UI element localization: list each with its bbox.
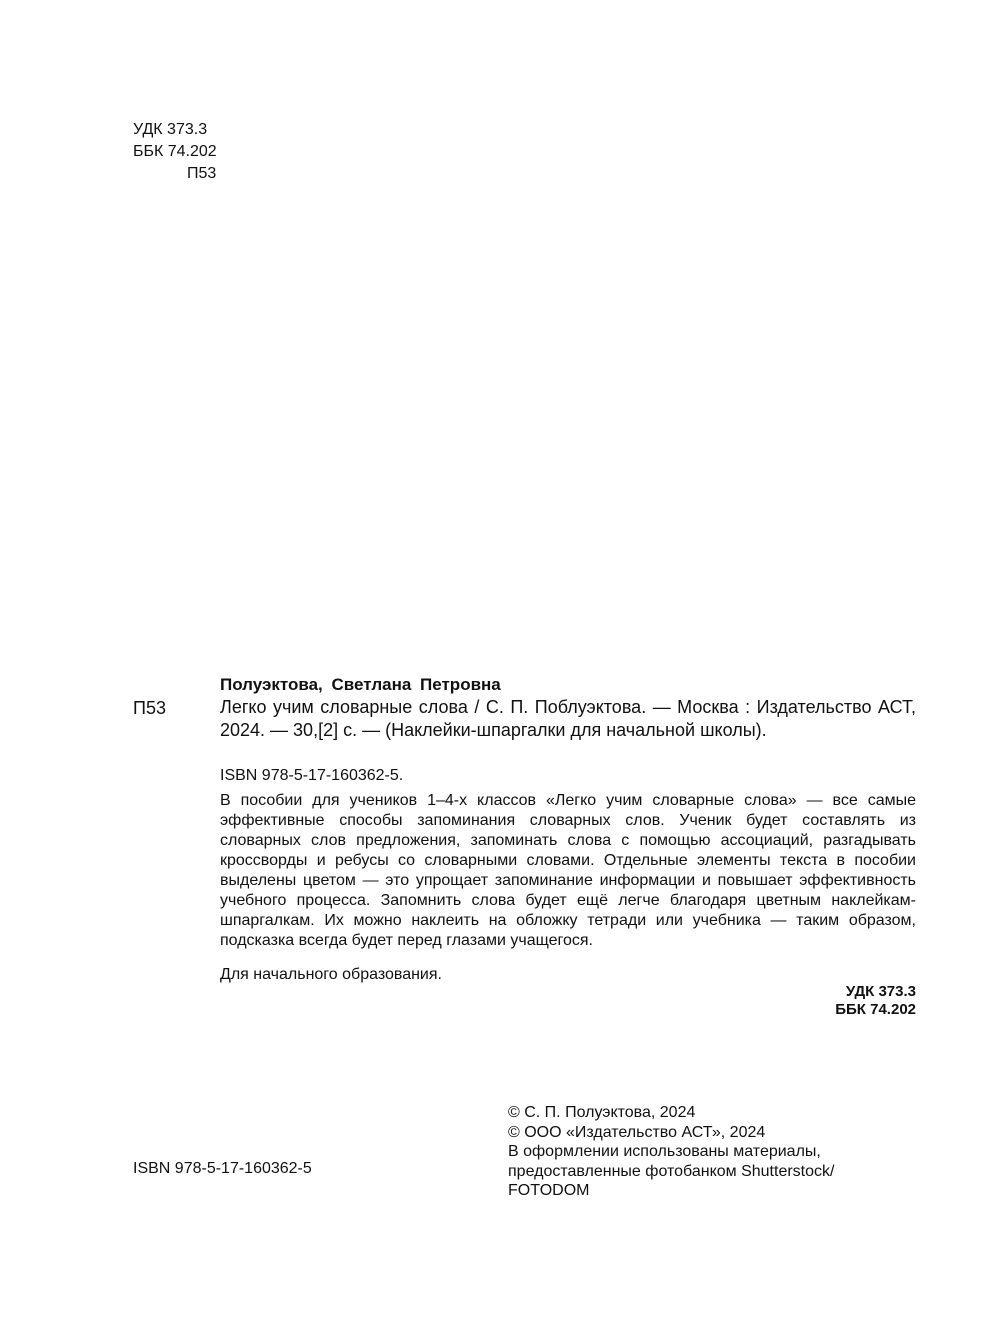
author-mark-side: П53 — [133, 698, 166, 718]
credits-line-2: предоставленные фотобанком Shutterstock/ — [508, 1162, 835, 1180]
copyright-publisher: © ООО «Издательство АСТ», 2024 — [508, 1123, 766, 1141]
copyright-block — [508, 1103, 834, 1201]
bbk-code: ББК 74.202 — [133, 143, 217, 160]
credits-line-1: В оформлении использованы материалы, — [508, 1143, 821, 1160]
isbn-footer: ISBN 978-5-17-160362-5 — [133, 1160, 312, 1177]
udk-code-bottom: УДК 373.3 — [845, 983, 916, 1000]
classification-codes-top — [133, 119, 217, 185]
bibliographic-description: Легко учим словарные слова / С. П. Поблуэктова. — Москва : Издательство АСТ, 2024. — 30,[2] с. — (Наклейки-шпаргалки для начальной школы). — [220, 697, 916, 740]
audience-note: Для начального образования. — [220, 966, 442, 983]
author-mark: П53 — [187, 165, 217, 182]
isbn-record: ISBN 978-5-17-160362-5. — [220, 767, 404, 784]
copyright-author: © С. П. Полуэктова, 2024 — [508, 1104, 696, 1121]
classification-codes-bottom — [800, 983, 916, 1019]
udk-code: УДК 373.3 — [133, 121, 208, 138]
credits-line-3: FOTODOM — [508, 1182, 590, 1199]
author-name: Полуэктова, Светлана Петровна — [220, 675, 501, 694]
bbk-code-bottom: ББК 74.202 — [835, 1001, 916, 1018]
annotation: В пособии для учеников 1–4-х классов «Легко учим словарные слова» — все самые эффективные способы запоминания словарных слов. Ученик будет составлять из словарных слов предложения, запоминать слова с помощью ассоциаций, разгадывать кроссворды и ребусы со словарными словами. Отдельные элементы текста в пособии выделены цветом — это упрощает запоминание информации и повышает эффективность учебного процесса. Запомнить слова будет ещё легче благодаря цветным наклейкам-шпаргалкам. Их можно наклеить на обложку тетради или учебника — таким образом, подсказка всегда будет перед глазами учащегося. — [220, 792, 916, 949]
